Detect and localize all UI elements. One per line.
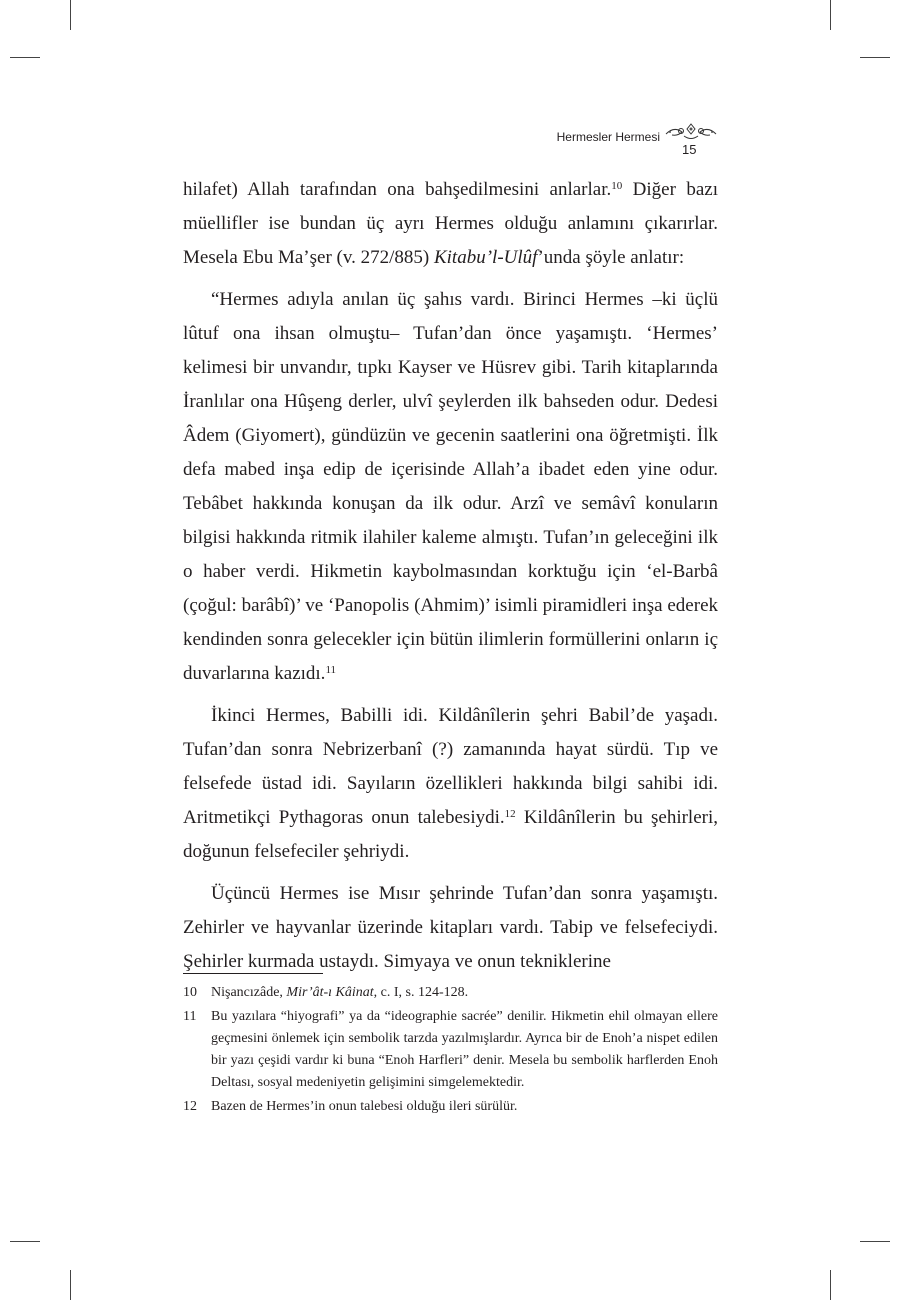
footnote-divider (183, 973, 323, 974)
running-title: Hermesler Hermesi (556, 130, 660, 144)
text-run: Diğer bazı müellifler ise bundan üç ayrı Hermes olduğu anlamını çıkarırlar. Mesela Ebu Ma’şer (v. 272/885) (183, 179, 718, 268)
footnote-ref: 10 (611, 180, 623, 192)
book-title: Mir’ât-ı Kâinat (286, 985, 374, 1000)
footnote-text (211, 982, 718, 1004)
footnote-ref: 12 (504, 808, 516, 820)
crop-mark (860, 1241, 890, 1242)
text-run: Nişancızâde, (211, 985, 287, 1000)
footnote (183, 982, 718, 1004)
text-run: , c. I, s. 124-128. (373, 985, 469, 1000)
text-run: Kildânîlerin bu şehirleri, doğunun felsefeciler şehriydi. (183, 807, 718, 862)
paragraph (183, 877, 718, 979)
footnote-number: 12 (183, 1099, 197, 1114)
paragraph (183, 283, 718, 691)
body-text (183, 173, 718, 979)
page-number: 15 (682, 142, 697, 157)
footnote-number: 10 (183, 985, 197, 1000)
footnote-ref: 11 (325, 664, 337, 676)
crop-mark (70, 1270, 71, 1300)
text-run: Üçüncü Hermes ise Mısır şehrinde Tufan’dan sonra yaşamıştı. Zehirler ve hayvanlar üzerinde kitapları vardı. Tabip ve felsefeciydi. Şehirler kurmada ustaydı. Simyaya ve onun tekniklerine (183, 883, 718, 972)
footnote (183, 1096, 718, 1118)
page-header (0, 0, 900, 170)
text-run: “Hermes adıyla anılan üç şahıs vardı. Birinci Hermes –ki üçlü lûtuf ona ihsan olmuştu– Tufan’dan önce yaşamıştı. ‘Hermes’ kelimesi bir unvandır, tıpkı Kayser ve Hüsrev gibi. Tarih kitaplarında İranlılar ona Hûşeng derler, ulvî şeylerden ilk bahseden odur. Dedesi Âdem (Giyomert), gündüzün ve gecenin saatlerini ona öğretmişti. İlk defa mabed inşa edip de içerisinde Allah’a ibadet eden yine odur. Tebâbet hakkında konuşan da ilk odur. Arzî ve semâvî konuların bilgisi hakkında ritmik ilahiler kaleme almıştı. Tufan’ın geleceğini ilk o haber verdi. Hikmetin kaybolmasından korktuğu için ‘el-Barbâ (çoğul: barâbî)’ ve ‘Panopolis (Ahmim)’ isimli piramidleri inşa ederek kendinden sonra gelecekler için bütün ilimlerin formüllerini onların iç duvarlarına kazıdı. (183, 289, 718, 684)
text-run: hilafet) Allah tarafından ona bahşedilmesini anlarlar. (183, 179, 612, 200)
crop-mark (10, 1241, 40, 1242)
footnote-text: Bu yazılara “hiyografi” ya da “ideographie sacrée” denilir. Hikmetin ehil olmayan ellere geçmesini önlemek için sembolik tarzda yazılmışlardır. Ayrıca bir de Enoh’a nispet edilen bir yazı çeşidi vardır ki buna “Enoh Harfleri” denir. Mesela bu sembolik harflerden Enoh Deltası, sosyal medeniyetin gelişimini simgelemektedir. (211, 1009, 718, 1090)
text-run: İkinci Hermes, Babilli idi. Kildânîlerin şehri Babil’de yaşadı. Tufan’dan sonra Nebrizerbanî (?) zamanında hayat sürdü. Tıp ve felsefede üstad idi. Sayıların özellikleri hakkında bilgi sahibi idi. Aritmetikçi Pythagoras onun talebesiydi. (183, 705, 718, 828)
paragraph (183, 699, 718, 869)
crop-mark (830, 1270, 831, 1300)
text-run: ’unda şöyle anlatır: (537, 247, 685, 268)
footnote-number: 11 (183, 1009, 197, 1024)
footnotes (183, 982, 718, 1120)
book-title: Kitabu’l-Ulûf (433, 247, 538, 268)
paragraph (183, 173, 718, 275)
footnote-text: Bazen de Hermes’in onun talebesi olduğu ileri sürülür. (211, 1099, 518, 1114)
floral-ornament-icon (664, 122, 718, 144)
footnote (183, 1006, 718, 1094)
